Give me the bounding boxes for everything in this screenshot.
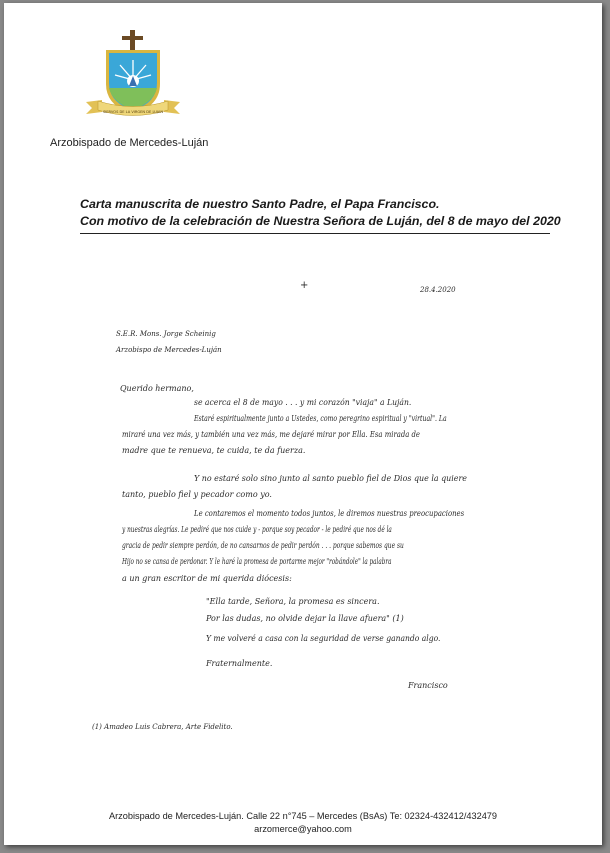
letter-line: y nuestras alegrías. Le pediré que nos cuide y - porque soy pecador - le pediré que nos dé la: [122, 525, 392, 534]
footer-email: arzomerce@yahoo.com: [254, 824, 352, 834]
letter-line: Estaré espiritualmente junto a Ustedes, como peregrino espiritual y "virtual". La: [194, 414, 447, 423]
footer-address: Arzobispado de Mercedes-Luján. Calle 22 n°745 – Mercedes (BsAs) Te: 02324-432412/432479: [108, 811, 498, 821]
letter-line: se acerca el 8 de mayo . . . y mi corazón "viaja" a Luján.: [194, 398, 412, 407]
title-line-2: Con motivo de la celebración de Nuestra Señora de Luján, del 8 de mayo del 2020: [80, 214, 561, 228]
organization-name: Arzobispado de Mercedes-Luján: [50, 137, 209, 149]
letter-line: "Ella tarde, Señora, la promesa es sincera.: [206, 597, 380, 606]
letter-addressee-line-1: S.E.R. Mons. Jorge Scheinig: [116, 330, 216, 338]
crest-motto-text: SIERVOS DE LA VIRGEN DE LUJAN: [102, 110, 164, 114]
document-title: [80, 196, 561, 230]
title-line-1: Carta manuscrita de nuestro Santo Padre, el Papa Francisco.: [80, 197, 440, 211]
letter-line: a un gran escritor de mi querida diócesis:: [122, 574, 292, 583]
letter-footnote: (1) Amadeo Luis Cabrera, Arte Fidelito.: [92, 723, 233, 731]
letter-line: Fraternalmente.: [206, 659, 273, 668]
document-page: [4, 3, 602, 845]
letter-line: gracia de pedir siempre perdón, de no cansarnos de pedir perdón . . . porque sabemos que su: [122, 541, 404, 550]
letter-line: miraré una vez más, y también una vez más, me dejaré mirar por Ella. Esa mirada de: [122, 430, 421, 439]
letter-line: Por las dudas, no olvide dejar la llave afuera" (1): [206, 614, 404, 623]
archdiocese-crest-logo: [80, 28, 186, 128]
letter-line: tanto, pueblo fiel y pecador como yo.: [122, 490, 272, 499]
letter-line: Y no estaré solo sino junto al santo pueblo fiel de Dios que la quiere: [194, 474, 467, 483]
letter-date: 28.4.2020: [420, 286, 456, 294]
letter-line: madre que te renueva, te cuida, te da fuerza.: [122, 446, 306, 455]
letter-cross-mark: +: [300, 280, 309, 291]
letter-greeting: Querido hermano,: [120, 384, 194, 393]
letter-addressee-line-2: Arzobispo de Mercedes-Luján: [116, 346, 222, 354]
letter-line: Hijo no se cansa de perdonar. Y le haré la promesa de portarme mejor "robándole" la palabra: [122, 557, 392, 566]
title-underline-divider: [80, 233, 550, 234]
letter-signature: Francisco: [408, 681, 448, 690]
letter-line: Le contaremos el momento todos juntos, le diremos nuestras preocupaciones: [194, 509, 465, 518]
letter-line: Y me volveré a casa con la seguridad de verse ganando algo.: [206, 634, 441, 643]
